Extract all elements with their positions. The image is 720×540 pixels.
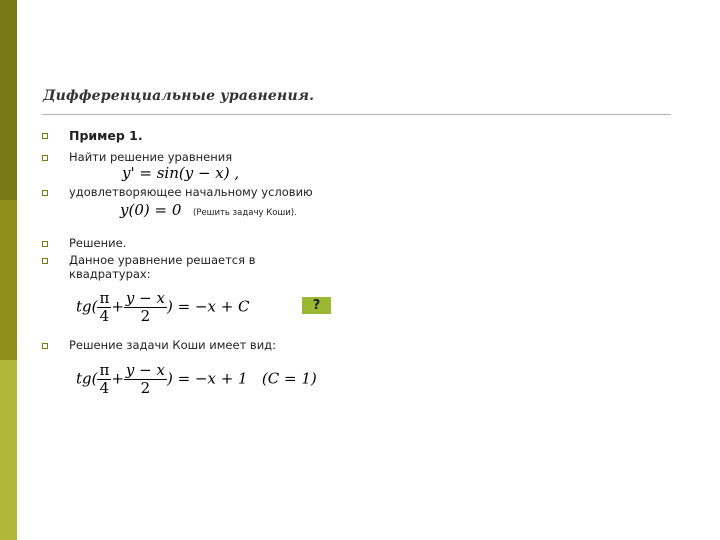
tg-open: tg(: [76, 369, 98, 388]
particular-solution-formula: [76, 362, 317, 397]
slide-title: Дифференциальные уравнения.: [43, 88, 315, 104]
y-minus-x-over-2: $\frac{y - x}{2}$: [125, 289, 165, 325]
cauchy-note: (Решить задачу Коши).: [193, 208, 297, 218]
bullet-icon: [42, 343, 48, 349]
plus-sign: +: [111, 297, 124, 316]
bullet-icon: [42, 241, 48, 247]
example-heading: Пример 1.: [69, 128, 143, 143]
solution-label: Решение.: [69, 236, 127, 250]
side-bar-bottom: [0, 360, 17, 540]
c-value: (C = 1): [261, 369, 317, 388]
differential-equation: y' = sin(y − x) ,: [122, 164, 240, 182]
equals-rhs: ) = −x + 1: [166, 369, 248, 388]
y-minus-x-over-2: $\frac{y - x}{2}$: [125, 361, 165, 397]
general-solution-formula: [76, 290, 250, 325]
initial-condition-formula: y(0) = 0: [120, 201, 182, 219]
bullet-icon: [42, 155, 48, 161]
bullet-icon: [42, 190, 48, 196]
equals-rhs: ) = −x + C: [166, 297, 250, 316]
pi-over-4: $\frac{\pi}{4}$: [99, 361, 110, 397]
quadratures-text-line1: Данное уравнение решается в: [69, 253, 256, 267]
side-bar-middle: [0, 200, 17, 360]
initial-condition-text: удовлетворяющее начальному условию: [69, 185, 313, 199]
title-divider: [42, 114, 671, 115]
bullet-icon: [42, 133, 48, 139]
plus-sign: +: [111, 369, 124, 388]
pi-over-4: $\frac{\pi}{4}$: [99, 289, 110, 325]
side-bar-top: [0, 0, 17, 200]
bullet-icon: [42, 258, 48, 264]
cauchy-result-text: Решение задачи Коши имеет вид:: [69, 338, 276, 352]
find-solution-text: Найти решение уравнения: [69, 150, 233, 164]
tg-open: tg(: [76, 297, 98, 316]
question-button[interactable]: ?: [302, 297, 331, 314]
quadratures-text-line2: квадратурах:: [69, 267, 151, 281]
